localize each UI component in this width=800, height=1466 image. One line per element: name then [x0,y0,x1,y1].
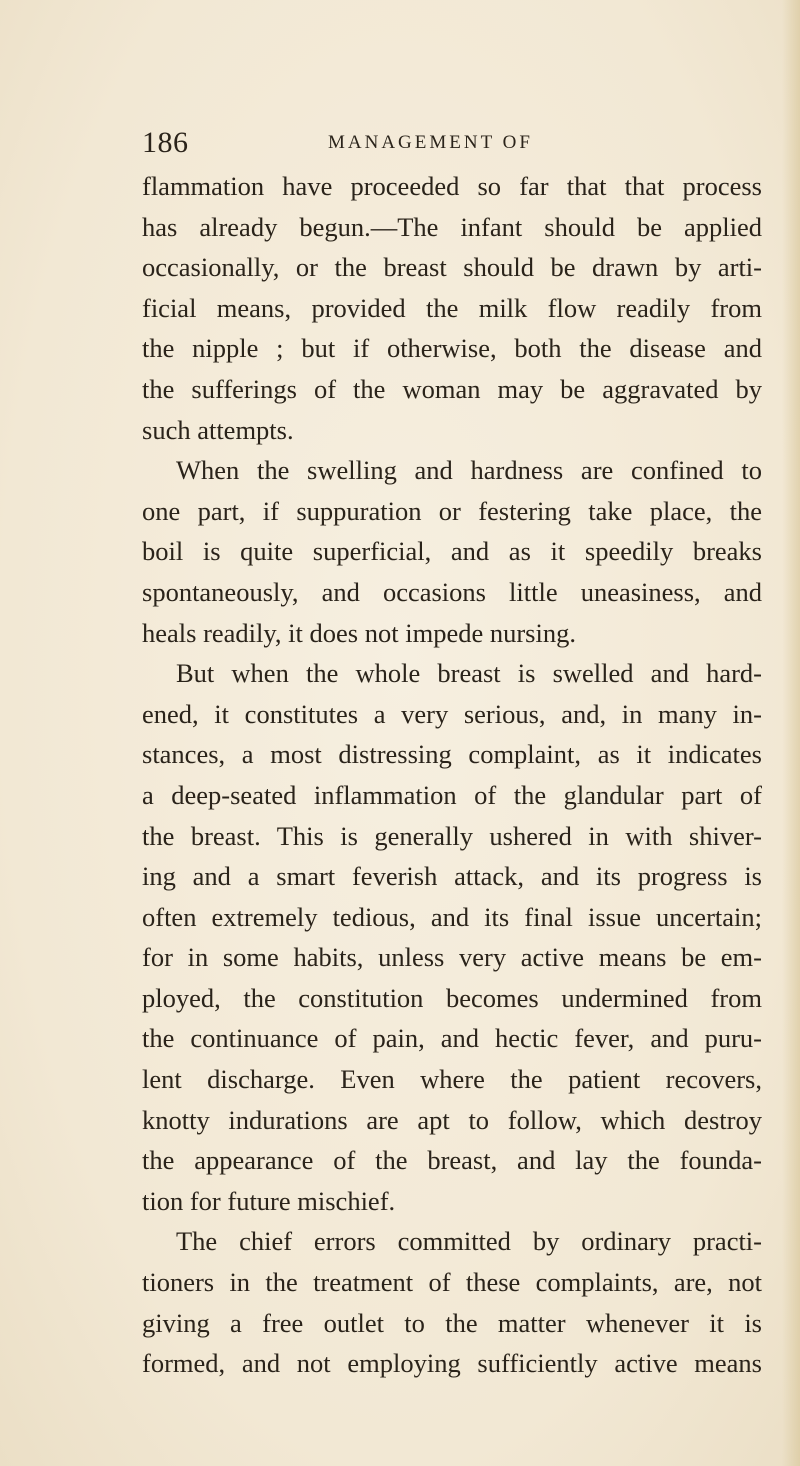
paragraph-start-line: When the swelling and hardness are confined to [176,455,762,486]
text-line: ened, it constitutes a very serious, and, in many in- [142,698,762,729]
text-line: often extremely tedious, and its final issue uncertain; [142,901,762,932]
text-line: spontaneously, and occasions little uneasiness, and [142,576,762,607]
text-line: ployed, the constitution becomes undermined from [142,982,762,1013]
text-line: occasionally, or the breast should be drawn by arti- [142,252,762,283]
text-line: ficial means, provided the milk flow readily from [142,292,762,323]
text-line: the continuance of pain, and hectic fever, and puru- [142,1023,762,1054]
page-edge-shading [782,0,800,1466]
text-line: the sufferings of the woman may be aggravated by [142,373,762,404]
text-line: one part, if suppuration or festering take place, the [142,495,762,526]
text-line: stances, a most distressing complaint, as it indicates [142,739,762,770]
text-line: ing and a smart feverish attack, and its progress is [142,861,762,892]
text-line: boil is quite superficial, and as it speedily breaks [142,536,762,567]
text-line: for in some habits, unless very active means be em- [142,942,762,973]
paragraph-start-line: The chief errors committed by ordinary practi- [176,1226,762,1257]
text-line: tion for future mischief. [142,1185,396,1216]
body-text [142,166,762,1384]
page-number: 186 [142,126,189,159]
text-line: tioners in the treatment of these complaints, are, not [142,1267,762,1298]
text-line: flammation have proceeded so far that that process [142,171,762,201]
text-line: knotty indurations are apt to follow, which destroy [142,1104,762,1135]
text-line: formed, and not employing sufficiently active means [142,1348,762,1379]
text-line: the nipple ; but if otherwise, both the disease and [142,333,762,364]
text-line: the breast. This is generally ushered in with shiver- [142,820,762,851]
text-line: has already begun.—The infant should be applied [142,211,762,242]
text-line: heals readily, it does not impede nursing. [142,617,576,648]
text-line: a deep-seated inflammation of the glandular part of [142,779,762,810]
text-line: lent discharge. Even where the patient recovers, [142,1064,762,1095]
text-line: the appearance of the breast, and lay the founda- [142,1145,762,1176]
text-line: giving a free outlet to the matter whenever it is [142,1307,762,1338]
running-head: MANAGEMENT OF [328,132,533,153]
paragraph-start-line: But when the whole breast is swelled and hard- [176,658,762,689]
page-header [142,126,762,166]
text-line: such attempts. [142,414,294,445]
